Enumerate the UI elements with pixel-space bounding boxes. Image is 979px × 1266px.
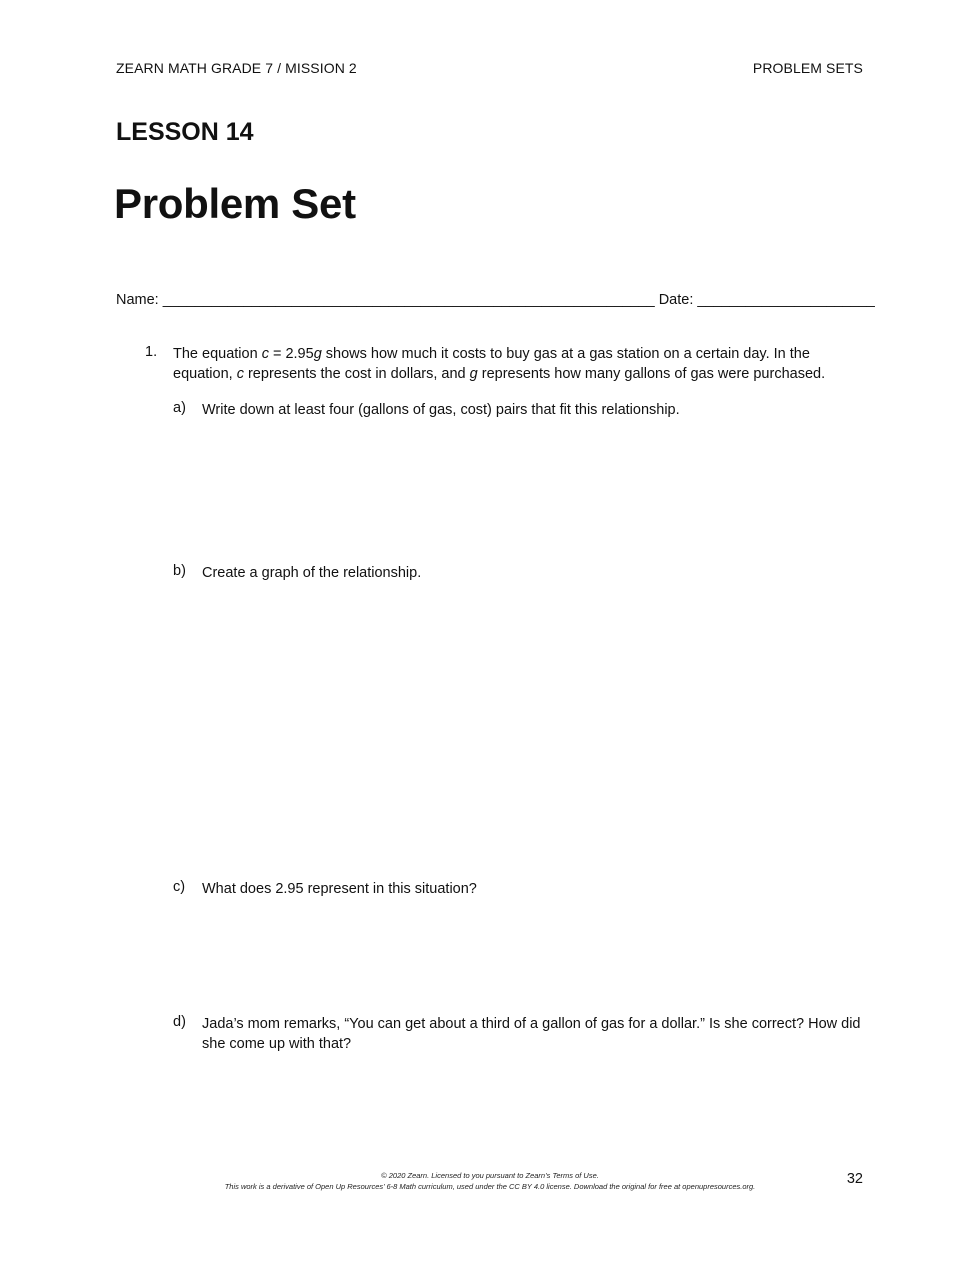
- footer-copyright: © 2020 Zearn. Licensed to you pursuant to Zearn’s Terms of Use.: [381, 1171, 599, 1180]
- header-course-title: ZEARN MATH GRADE 7 / MISSION 2: [116, 60, 357, 76]
- name-blank: _____________________________________________________________: [162, 292, 655, 308]
- part-c-label: c): [173, 879, 186, 895]
- part-c-text: What does 2.95 represent in this situation?: [202, 881, 477, 897]
- part-b-text: Create a graph of the relationship.: [202, 565, 422, 581]
- page-number: 32: [846, 1171, 863, 1187]
- name-date-line: [116, 292, 875, 308]
- date-blank: ______________________: [697, 292, 875, 308]
- footer-attribution: This work is a derivative of Open Up Resources’ 6-8 Math curriculum, used under the CC BY 4.0 license. Download the original for free at openupresources.org.: [224, 1182, 756, 1191]
- part-b-label: b): [173, 563, 186, 579]
- part-a-text: Write down at least four (gallons of gas, cost) pairs that fit this relationship.: [202, 402, 680, 418]
- header-section-title: PROBLEM SETS: [752, 60, 863, 76]
- lesson-label: LESSON 14: [116, 118, 254, 146]
- name-label: Name:: [116, 292, 159, 308]
- part-d-text: Jada’s mom remarks, “You can get about a third of a gallon of gas for a dollar.” Is she correct? How did she come up with that?: [202, 1016, 861, 1052]
- part-d-label: d): [173, 1014, 186, 1030]
- question-text: The equation c = 2.95g shows how much it costs to buy gas at a gas station on a certain day. In the equation, c represents the cost in dollars, and g represents how many gallons of gas were purchased.: [173, 346, 826, 382]
- question-number: 1.: [145, 344, 158, 360]
- part-a-label: a): [173, 400, 186, 416]
- footer-license: [150, 1170, 830, 1192]
- date-label: Date:: [658, 292, 694, 308]
- page-title: Problem Set: [114, 180, 356, 227]
